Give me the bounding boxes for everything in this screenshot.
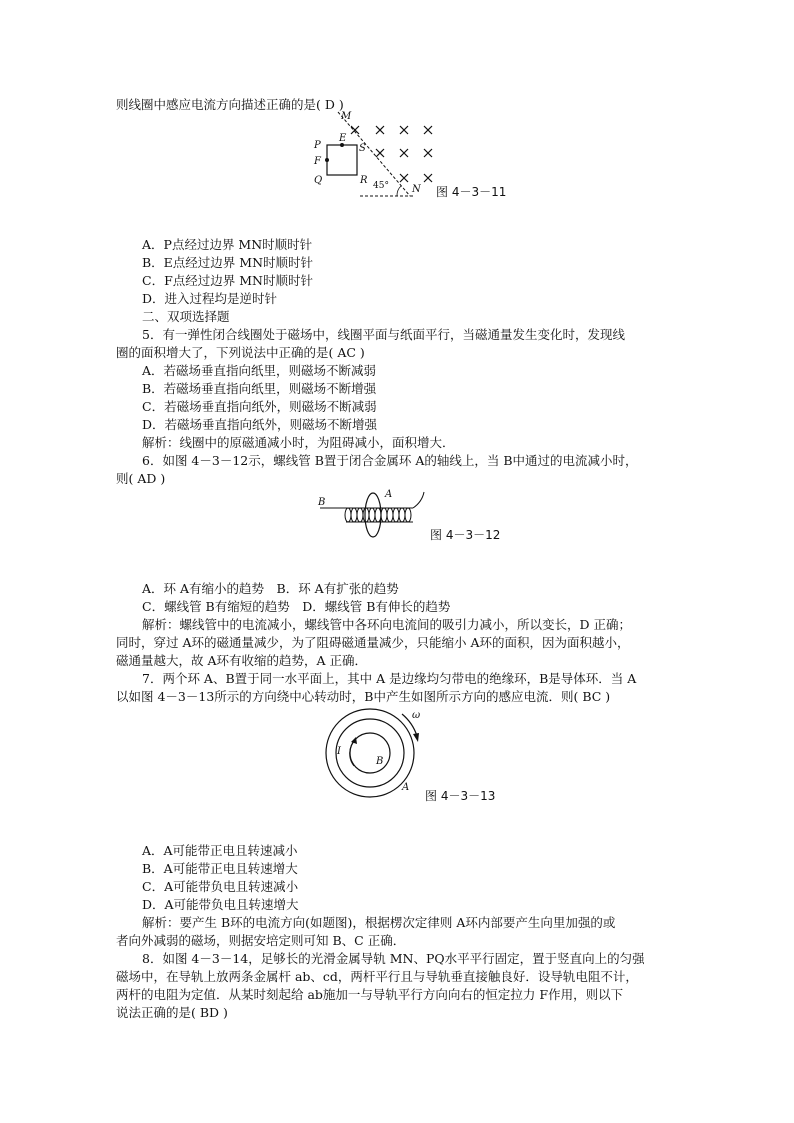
q6-stem: 6．如图 4－3－12示，螺线管 B置于闭合金属环 A的轴线上，当 B中通过的电流减小时， <box>142 453 638 468</box>
label-omega: ω <box>412 710 421 721</box>
q5-analysis: 解析：线圈中的原磁通减小时，为阻碍减小，面积增大． <box>142 435 455 450</box>
q5-option-d: D．若磁场垂直指向纸外，则磁场不断增强 <box>142 417 378 432</box>
q7-option-c: C．A可能带负电且转速减小 <box>142 879 299 894</box>
label-a: A <box>385 489 393 500</box>
label-b: B <box>376 756 384 767</box>
label-b: B <box>318 497 326 508</box>
q4-option-c: C．F点经过边界 MN时顺时针 <box>142 273 313 288</box>
q6-analysis-2: 同时，穿过 A环的磁通量减少，为了阻碍磁通量减少，只能缩小 A环的面积，因为面积越小， <box>116 635 630 650</box>
label-r: R <box>360 175 368 186</box>
section-heading: 二、双项选择题 <box>142 309 230 324</box>
figure-4-3-11 <box>310 112 440 202</box>
current-arrowhead <box>351 737 357 744</box>
label-p: P <box>314 140 321 151</box>
q7-analysis-2: 者向外减弱的磁场，则据安培定则可知 B、C 正确． <box>116 933 406 948</box>
rotation-arrowhead <box>413 733 419 742</box>
q6-options-ab: A．环 A有缩小的趋势 B．环 A有扩张的趋势 <box>142 581 399 596</box>
figure-caption-13: 图 4－3－13 <box>425 789 496 803</box>
q7-analysis-1: 解析：要产生 B环的电流方向(如题图)，根据楞次定律则 A环内部要产生向里加强的或 <box>142 915 616 930</box>
coil-square <box>327 145 357 175</box>
q5-option-a: A．若磁场垂直指向纸里，则磁场不断减弱 <box>142 363 377 378</box>
label-i: I <box>337 746 341 757</box>
label-q: Q <box>314 175 323 186</box>
q4-option-b: B．E点经过边界 MN时顺时针 <box>142 255 314 270</box>
figure-4-3-13 <box>320 706 430 798</box>
label-s: S <box>359 143 366 154</box>
label-n: N <box>412 184 421 195</box>
q8-line-2: 磁场中，在导轨上放两条金属杆 ab、cd，两杆平行且与导轨垂直接触良好．设导轨电阻不计， <box>116 969 638 984</box>
q6-analysis-1: 解析：螺线管中的电流减小，螺线管中各环向电流间的吸引力减小，所以变长，D 正确； <box>142 617 631 632</box>
q7-option-d: D．A可能带负电且转速增大 <box>142 897 299 912</box>
q4-option-d: D．进入过程均是逆时针 <box>142 291 278 306</box>
q8-line-4: 说法正确的是( BD ) <box>116 1005 228 1020</box>
q6-options-cd: C．螺线管 B有缩短的趋势 D．螺线管 B有伸长的趋势 <box>142 599 451 614</box>
figure-4-3-12 <box>318 488 428 544</box>
q7-stem: 7．两个环 A、B置于同一水平面上，其中 A 是边缘均匀带电的绝缘环，B是导体环．当 A <box>142 671 637 686</box>
ring-a <box>365 493 381 537</box>
figure-caption-12: 图 4－3－12 <box>430 528 501 542</box>
q6-analysis-3: 磁通量越大，故 A环有收缩的趋势，A 正确． <box>116 653 368 668</box>
solenoid-coils <box>345 508 411 522</box>
label-e: E <box>339 133 347 144</box>
q8-line-1: 8．如图 4－3－14，足够长的光滑金属导轨 MN、PQ水平平行固定，置于竖直向上的匀强 <box>142 951 645 966</box>
q4-tail: 则线圈中感应电流方向描述正确的是( D ) <box>116 97 344 112</box>
q8-line-3: 两杆的电阻为定值．从某时刻起给 ab施加一与导轨平行方向向右的恒定拉力 F作用，则以下 <box>116 987 624 1002</box>
q6-stem-cont: 则( AD ) <box>116 471 166 486</box>
label-angle: 45° <box>373 181 389 191</box>
angle-arc <box>397 186 401 196</box>
q7-stem-cont: 以如图 4－3－13所示的方向绕中心转动时，B中产生如图所示方向的感应电流．则( BC ) <box>116 689 611 704</box>
q7-option-a: A．A可能带正电且转速减小 <box>142 843 298 858</box>
q5-option-c: C．若磁场垂直指向纸外，则磁场不断减弱 <box>142 399 377 414</box>
label-a: A <box>402 782 410 793</box>
q5-stem: 5．有一弹性闭合线圈处于磁场中，线圈平面与纸面平行，当磁通量发生变化时，发现线 <box>142 327 625 342</box>
point-f <box>325 158 329 162</box>
q7-option-b: B．A可能带正电且转速增大 <box>142 861 298 876</box>
q5-option-b: B．若磁场垂直指向纸里，则磁场不断增强 <box>142 381 377 396</box>
ring-a-inner <box>336 719 404 787</box>
lead-right <box>413 492 424 508</box>
q4-option-a: A．P点经过边界 MN时顺时针 <box>142 237 313 252</box>
q5-stem-cont: 圈的面积增大了，下列说法中正确的是( AC ) <box>116 345 365 360</box>
label-f: F <box>314 156 321 167</box>
figure-caption-11: 图 4－3－11 <box>436 185 507 199</box>
field-crosses <box>351 126 432 182</box>
label-m: M <box>341 111 352 122</box>
